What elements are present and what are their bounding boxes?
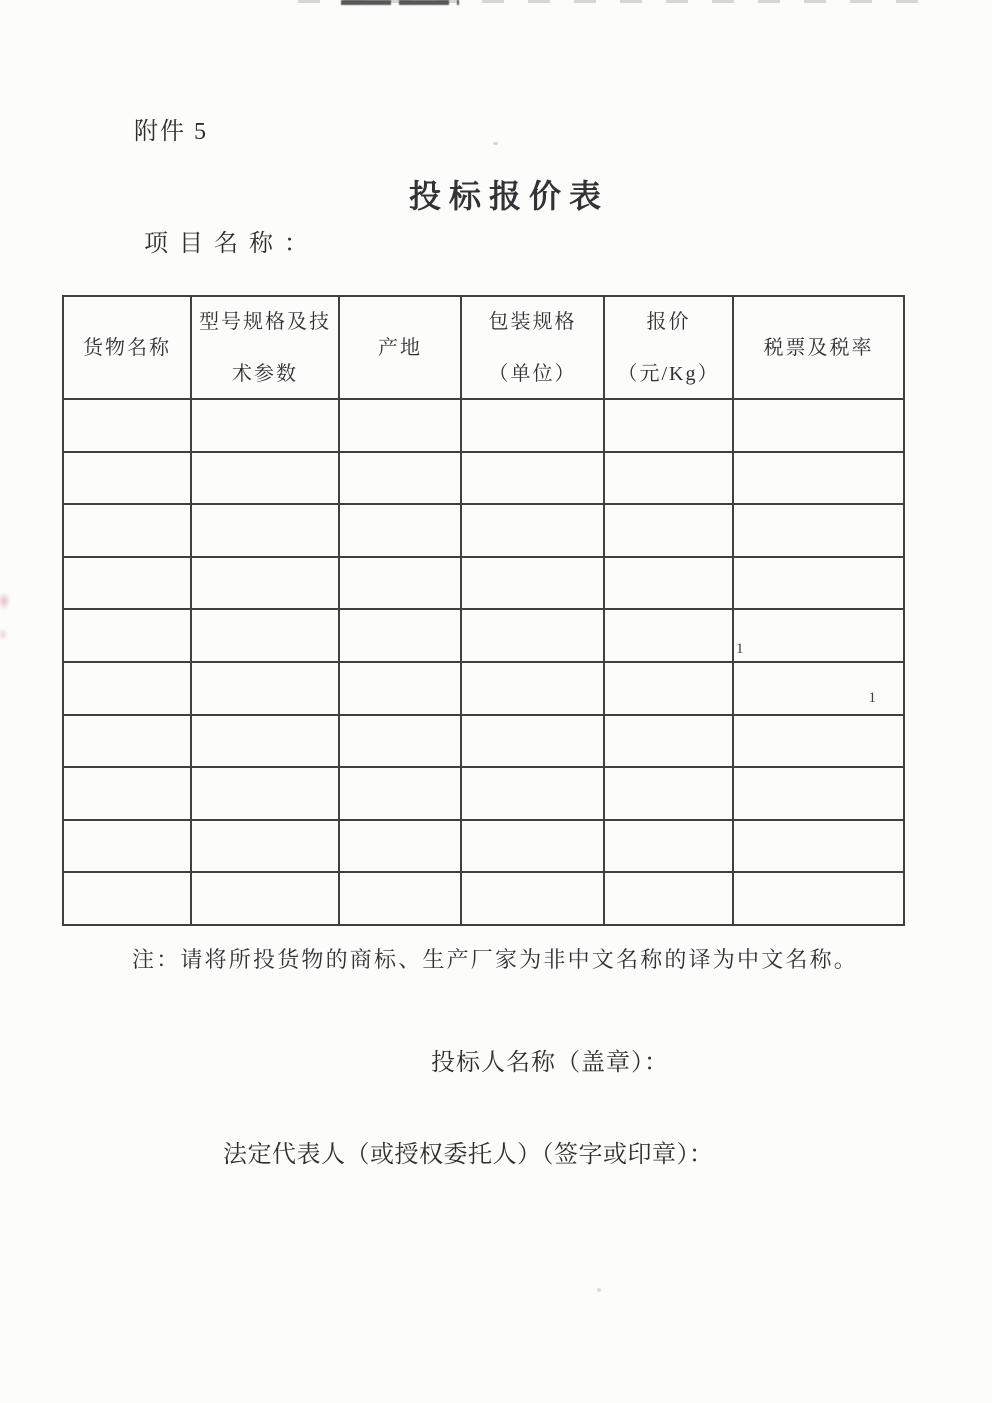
- table-cell: [339, 820, 461, 873]
- header-line: 术参数: [232, 362, 298, 385]
- table-cell: [63, 399, 191, 452]
- table-row: [63, 557, 904, 610]
- table-cell: [339, 399, 461, 452]
- table-cell: [339, 662, 461, 715]
- table-cell: [339, 609, 461, 662]
- table-cell: [339, 715, 461, 768]
- table-cell: [733, 399, 904, 452]
- scan-artifact-top-light: [298, 0, 942, 3]
- table-cell: [733, 820, 904, 873]
- scan-artifact-pink-smudge-2: [0, 628, 8, 641]
- attachment-label: 附件 5: [134, 119, 208, 145]
- table-cell: [339, 872, 461, 925]
- table-cell: [63, 609, 191, 662]
- table-cell: [604, 715, 733, 768]
- table-cell: [604, 767, 733, 820]
- table-cell: [461, 820, 604, 873]
- table-cell: [461, 452, 604, 505]
- table-cell: [733, 767, 904, 820]
- table-header: [63, 296, 904, 399]
- table-cell: [461, 767, 604, 820]
- table-cell: [461, 609, 604, 662]
- table-cell: [604, 662, 733, 715]
- header-line: 包装规格: [488, 310, 577, 333]
- header-line: 产地: [378, 336, 422, 359]
- stray-mark: 1: [736, 640, 744, 657]
- table-row: [63, 662, 904, 715]
- table-cell: [191, 452, 339, 505]
- table-row: [63, 872, 904, 925]
- header-line: （单位）: [488, 362, 577, 385]
- table-cell: [63, 767, 191, 820]
- header-line: 报价: [646, 310, 691, 333]
- column-header-4: [461, 296, 604, 399]
- header-line: （元/Kg）: [617, 362, 720, 385]
- scan-speck-2: [597, 1288, 601, 1292]
- table-cell: [461, 557, 604, 610]
- column-header-6: [733, 296, 904, 399]
- table-cell: [604, 609, 733, 662]
- table-row: [63, 504, 904, 557]
- table-note: 注：请将所投货物的商标、生产厂家为非中文名称的译为中文名称。: [132, 947, 859, 972]
- table-cell: [63, 715, 191, 768]
- header-line: 货物名称: [83, 336, 171, 359]
- table-cell: [461, 662, 604, 715]
- table-cell: [733, 504, 904, 557]
- stray-mark: 1: [868, 689, 876, 706]
- scan-artifact-top-dark: [341, 0, 459, 5]
- table-cell: [733, 872, 904, 925]
- table-cell: [63, 452, 191, 505]
- column-header-5: [604, 296, 733, 399]
- header-line: 型号规格及技: [199, 310, 331, 333]
- table-cell: [604, 399, 733, 452]
- table-cell: [733, 662, 904, 715]
- quotation-table: [62, 295, 905, 926]
- table-cell: [604, 820, 733, 873]
- table-cell: [604, 872, 733, 925]
- table-cell: [733, 452, 904, 505]
- table-cell: [461, 504, 604, 557]
- table-cell: [63, 872, 191, 925]
- table-cell: [604, 557, 733, 610]
- table-row: [63, 452, 904, 505]
- table-cell: [63, 662, 191, 715]
- table-cell: [339, 504, 461, 557]
- legal-representative-label: 法定代表人（或授权委托人）（签字或印章）：: [223, 1142, 714, 1168]
- table-cell: [191, 767, 339, 820]
- table-cell: [733, 557, 904, 610]
- table-cell: [191, 662, 339, 715]
- table-cell: [63, 504, 191, 557]
- table-row: [63, 715, 904, 768]
- column-header-1: [63, 296, 191, 399]
- table-row: [63, 609, 904, 662]
- table-cell: [191, 504, 339, 557]
- table-cell: [63, 820, 191, 873]
- table-cell: [461, 872, 604, 925]
- page-title: 投标报价表: [409, 178, 610, 214]
- table-cell: [191, 399, 339, 452]
- table-cell: [191, 715, 339, 768]
- table-cell: [339, 557, 461, 610]
- table-cell: [191, 557, 339, 610]
- scan-artifact-pink-smudge-1: [0, 592, 11, 610]
- table-row: [63, 399, 904, 452]
- header-line: 税票及税率: [763, 336, 874, 359]
- table-cell: [191, 872, 339, 925]
- table-cell: [461, 715, 604, 768]
- table-cell: [63, 557, 191, 610]
- table-cell: [733, 715, 904, 768]
- table-cell: [604, 452, 733, 505]
- table-cell: [604, 504, 733, 557]
- table-row: [63, 767, 904, 820]
- table-cell: [339, 767, 461, 820]
- table-cell: [339, 452, 461, 505]
- table-cell: [461, 399, 604, 452]
- column-header-2: [191, 296, 339, 399]
- table-row: [63, 820, 904, 873]
- table-cell: [733, 609, 904, 662]
- project-name-label: 项目名称：: [144, 231, 319, 257]
- column-header-3: [339, 296, 461, 399]
- bidder-name-label: 投标人名称（盖章）：: [431, 1050, 669, 1076]
- table-body: [63, 399, 904, 925]
- scan-speck-1: [493, 142, 498, 145]
- header-row: [63, 296, 904, 399]
- table-cell: [191, 820, 339, 873]
- table-cell: [191, 609, 339, 662]
